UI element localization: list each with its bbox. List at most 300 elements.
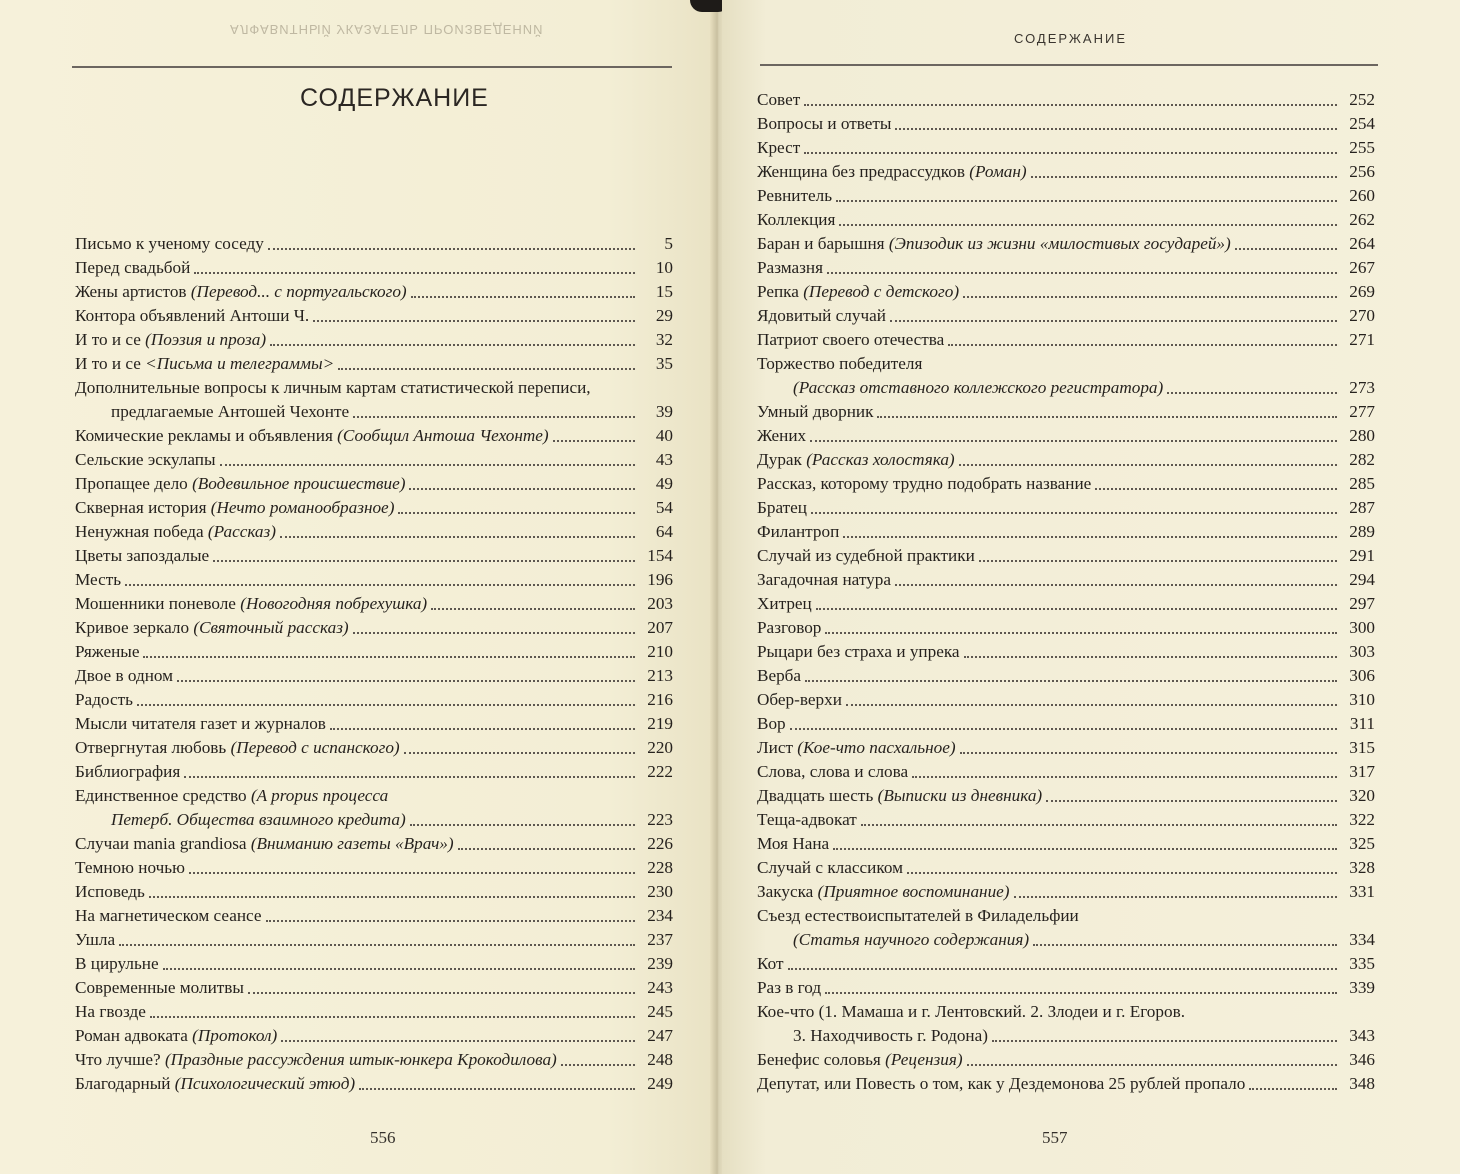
toc-entry-title [757, 352, 922, 376]
toc-entry-title [75, 280, 407, 304]
toc-dot-leader [281, 1039, 635, 1042]
toc-entry [757, 904, 1375, 928]
toc-dot-leader [926, 369, 1337, 370]
toc-entry [75, 760, 673, 784]
toc-entry-title [75, 232, 264, 256]
toc-entry-title [75, 1024, 277, 1048]
toc-entry [757, 184, 1375, 208]
toc-entry-page: 220 [647, 738, 673, 757]
toc-entry [75, 928, 673, 952]
toc-entry-title-text: Теща-адвокат [757, 810, 857, 829]
toc-entry-title [793, 928, 1029, 952]
toc-entry [75, 304, 673, 328]
toc-entry [75, 880, 673, 904]
toc-entry-page: 294 [1349, 570, 1375, 589]
toc-dot-leader [150, 1015, 635, 1018]
toc-entry-title [757, 472, 1091, 496]
toc-entry-page: 273 [1349, 378, 1375, 397]
toc-entry-title-text: Братец [757, 498, 807, 517]
toc-entry-subtitle: <Письма и телеграммы> [145, 354, 335, 373]
toc-entry [757, 712, 1375, 736]
toc-entry-title [757, 616, 821, 640]
toc-entry-page: 348 [1349, 1074, 1375, 1093]
toc-entry-title [75, 520, 276, 544]
right-page [722, 0, 1460, 1174]
toc-dot-leader [846, 703, 1337, 706]
toc-entry [757, 1000, 1375, 1024]
toc-entry-title [757, 544, 975, 568]
toc-entry-title-text: Рассказ, которому трудно подобрать название [757, 474, 1092, 493]
toc-entry-subtitle: (Перевод с испанского) [230, 738, 400, 757]
left-page-number: 556 [370, 1128, 396, 1147]
toc-entry-title [75, 424, 549, 448]
left-header-rule [72, 66, 672, 68]
right-page-number: 557 [1042, 1128, 1068, 1147]
toc-dot-leader [1249, 1087, 1337, 1090]
toc-entry-page: 255 [1349, 138, 1375, 157]
toc-dot-leader [1167, 391, 1337, 394]
toc-dot-leader [790, 727, 1337, 730]
toc-entry-page: 10 [655, 258, 673, 277]
toc-entry-page: 306 [1349, 666, 1375, 685]
toc-entry [757, 424, 1375, 448]
toc-entry [757, 640, 1375, 664]
toc-dot-leader [1235, 247, 1337, 250]
toc-entry-title [757, 424, 806, 448]
toc-dot-leader [810, 439, 1337, 442]
toc-entry [75, 376, 673, 400]
toc-entry [75, 1000, 673, 1024]
toc-entry [757, 88, 1375, 112]
toc-entry [757, 568, 1375, 592]
toc-entry-title [75, 784, 388, 808]
toc-entry-title-text: Ряженые [75, 642, 140, 661]
toc-entry-title-text: Раз в год [757, 978, 822, 997]
toc-entry-title [757, 1048, 963, 1072]
toc-entry [75, 544, 673, 568]
right-header-rule [760, 64, 1378, 66]
toc-dot-leader [220, 463, 636, 466]
toc-entry-page: 43 [655, 450, 673, 469]
toc-entry-title [757, 952, 784, 976]
toc-entry-page: 280 [1349, 426, 1375, 445]
right-running-head: СОДЕРЖАНИЕ [1014, 31, 1128, 46]
toc-entry-subtitle: (Психологический этюд) [174, 1074, 356, 1093]
toc-entry [75, 400, 673, 424]
toc-entry [75, 784, 673, 808]
toc-entry-title-text: Что лучше? [75, 1050, 165, 1069]
toc-entry-title-text: И то и се [75, 330, 146, 349]
toc-entry-title-text: Бенефис соловья [757, 1050, 886, 1069]
toc-entry-title [757, 904, 1079, 928]
toc-entry [757, 472, 1375, 496]
toc-entry-title [75, 976, 244, 1000]
toc-entry-title-text: Роман адвоката [75, 1026, 193, 1045]
toc-entry-title-text: предлагаемые Антошей Чехонте [111, 402, 350, 421]
toc-entry-title-text: Скверная история [75, 498, 211, 517]
toc-entry-page: 228 [647, 858, 673, 877]
toc-dot-leader [877, 415, 1337, 418]
toc-entry-title [757, 808, 857, 832]
toc-entry-title [757, 256, 823, 280]
toc-dot-leader [907, 871, 1337, 874]
toc-entry [757, 544, 1375, 568]
toc-entry [757, 352, 1375, 376]
toc-entry [75, 1048, 673, 1072]
toc-entry-title [75, 616, 349, 640]
toc-entry-title [757, 640, 960, 664]
toc-entry [757, 592, 1375, 616]
toc-entry-title [757, 712, 786, 736]
toc-entry-page: 222 [647, 762, 673, 781]
toc-entry-subtitle: (A propus процесса [250, 786, 389, 805]
toc-dot-leader [404, 751, 635, 754]
toc-dot-leader [338, 367, 635, 370]
toc-entry-page: 248 [647, 1050, 673, 1069]
toc-entry-page: 40 [655, 426, 673, 445]
toc-entry-page: 29 [655, 306, 673, 325]
toc-entry-subtitle: (Протокол) [192, 1026, 278, 1045]
toc-entry-page: 343 [1349, 1026, 1375, 1045]
toc-entry [75, 592, 673, 616]
toc-dot-leader [861, 823, 1337, 826]
toc-entry [75, 472, 673, 496]
toc-dot-leader [184, 775, 635, 778]
toc-entry-page: 346 [1349, 1050, 1375, 1069]
toc-entry-title-text: Кривое зеркало [75, 618, 194, 637]
toc-entry-page: 287 [1349, 498, 1375, 517]
toc-entry [75, 256, 673, 280]
toc-dot-leader [1033, 943, 1337, 946]
toc-dot-leader [411, 295, 635, 298]
toc-entry-title [757, 400, 873, 424]
toc-entry [75, 736, 673, 760]
toc-entry [75, 568, 673, 592]
toc-entry-page: 203 [647, 594, 673, 613]
toc-dot-leader [125, 583, 635, 586]
toc-entry-title [75, 952, 159, 976]
toc-entry-subtitle: (Нечто романообразное) [210, 498, 395, 517]
toc-entry-title-text: Мысли читателя газет и журналов [75, 714, 326, 733]
toc-dot-leader [811, 511, 1337, 514]
toc-entry-title [75, 544, 209, 568]
toc-entry-page: 239 [647, 954, 673, 973]
toc-entry [75, 352, 673, 376]
toc-entry-title-text: Закуска [757, 882, 818, 901]
toc-dot-leader [458, 847, 635, 850]
toc-entry-subtitle: (Водевильное происшествие) [192, 474, 406, 493]
toc-dot-leader [1014, 895, 1337, 898]
toc-entry-title-text: Лист [757, 738, 798, 757]
toc-entry [75, 1024, 673, 1048]
toc-dot-leader [992, 1039, 1337, 1042]
toc-entry-title-text: Комические рекламы и объявления [75, 426, 338, 445]
toc-entry-title [757, 328, 944, 352]
toc-entry-page: 226 [647, 834, 673, 853]
toc-entry [757, 160, 1375, 184]
toc-entry-title-text: Письмо к ученому соседу [75, 234, 264, 253]
toc-entry [757, 400, 1375, 424]
toc-entry-title [757, 976, 821, 1000]
toc-entry-title-text: Жены артистов [75, 282, 191, 301]
toc-entry [757, 256, 1375, 280]
toc-entry [757, 496, 1375, 520]
toc-entry-title [757, 208, 835, 232]
toc-entry-page: 39 [655, 402, 673, 421]
toc-entry-title [757, 880, 1010, 904]
toc-entry [757, 232, 1375, 256]
toc-dot-leader [163, 967, 635, 970]
toc-entry-subtitle: (Эпизодик из жизни «милостивых государей») [888, 234, 1231, 253]
toc-entry [75, 520, 673, 544]
toc-dot-leader [313, 319, 635, 322]
toc-dot-leader [804, 151, 1337, 154]
toc-entry [75, 1072, 673, 1096]
toc-entry-page: 303 [1349, 642, 1375, 661]
toc-entry [757, 520, 1375, 544]
toc-entry-title-text: Умный дворник [757, 402, 874, 421]
toc-entry-page: 260 [1349, 186, 1375, 205]
toc-entry [75, 952, 673, 976]
toc-entry [75, 976, 673, 1000]
toc-entry-page: 32 [655, 330, 673, 349]
toc-dot-leader [833, 847, 1337, 850]
toc-entry-title-text: Перед свадьбой [75, 258, 191, 277]
toc-entry-title [75, 664, 173, 688]
toc-dot-leader [788, 967, 1338, 970]
toc-entry-page: 282 [1349, 450, 1375, 469]
toc-entry [757, 928, 1375, 952]
toc-entry-title-text: Ядовитый случай [757, 306, 886, 325]
toc-entry [757, 448, 1375, 472]
toc-entry-page: 207 [647, 618, 673, 637]
toc-entry-page: 269 [1349, 282, 1375, 301]
toc-entry-title-text: Жених [757, 426, 807, 445]
toc-entry [75, 640, 673, 664]
toc-entry-page: 267 [1349, 258, 1375, 277]
toc-dot-leader [804, 103, 1337, 106]
toc-entry-page: 325 [1349, 834, 1375, 853]
toc-entry-page: 249 [647, 1074, 673, 1093]
toc-entry-page: 237 [647, 930, 673, 949]
toc-dot-leader [1046, 799, 1337, 802]
toc-dot-leader [392, 801, 635, 802]
toc-entry-title-text: Случай из судебной практики [757, 546, 975, 565]
toc-entry-title [757, 568, 891, 592]
toc-entry [75, 712, 673, 736]
toc-entry-title-text: Депутат, или Повесть о том, как у Дездемонова 25 рублей пропало [757, 1074, 1246, 1093]
page-title: СОДЕРЖАНИЕ [300, 84, 489, 112]
toc-entry-title-text: Контора объявлений Антоши Ч. [75, 306, 310, 325]
toc-entry-page: 317 [1349, 762, 1375, 781]
toc-entry-title [757, 664, 801, 688]
toc-entry-page: 35 [655, 354, 673, 373]
toc-entry-page: 277 [1349, 402, 1375, 421]
toc-dot-leader [836, 199, 1337, 202]
toc-entry [75, 664, 673, 688]
toc-entry-title [75, 712, 326, 736]
toc-entry-page: 243 [647, 978, 673, 997]
toc-entry-title [757, 736, 956, 760]
toc-entry-title-text: Отвергнутая любовь [75, 738, 231, 757]
toc-entry [757, 208, 1375, 232]
toc-entry-title-text: Двое в одном [75, 666, 174, 685]
toc-entry-title [111, 808, 406, 832]
toc-entry-title [75, 880, 145, 904]
toc-entry [75, 616, 673, 640]
toc-entry-title [75, 376, 591, 400]
toc-entry [757, 136, 1375, 160]
toc-dot-leader [353, 415, 635, 418]
toc-dot-leader [248, 991, 635, 994]
toc-dot-leader [353, 631, 635, 634]
toc-entry [757, 1048, 1375, 1072]
toc-entry-subtitle: (Святочный рассказ) [193, 618, 349, 637]
toc-dot-leader [967, 1063, 1337, 1066]
toc-entry-title-text: Исповедь [75, 882, 145, 901]
toc-entry-title [75, 448, 216, 472]
toc-dot-leader [979, 559, 1337, 562]
toc-entry-title-text: Ушла [75, 930, 116, 949]
toc-entry-title [793, 376, 1163, 400]
toc-dot-leader [1189, 1017, 1337, 1018]
toc-entry-title [757, 496, 807, 520]
toc-entry-title [757, 112, 891, 136]
toc-entry [757, 808, 1375, 832]
toc-entry-title [757, 856, 903, 880]
toc-right-list [757, 88, 1375, 1096]
toc-entry-page: 331 [1349, 882, 1375, 901]
toc-entry-page: 54 [655, 498, 673, 517]
toc-entry-page: 254 [1349, 114, 1375, 133]
toc-entry-subtitle: (Рассказ отставного коллежского регистратора) [793, 378, 1164, 397]
toc-entry-title-text: Цветы запоздалые [75, 546, 210, 565]
toc-dot-leader [398, 511, 635, 514]
toc-entry-subtitle: (Рассказ холостяка) [806, 450, 955, 469]
toc-entry-subtitle: (Приятное воспоминание) [817, 882, 1010, 901]
toc-entry [75, 904, 673, 928]
toc-entry-title-text: Рыцари без страха и упрека [757, 642, 960, 661]
toc-entry-page: 334 [1349, 930, 1375, 949]
toc-entry-title-text: Хитрец [757, 594, 812, 613]
toc-dot-leader [561, 1063, 635, 1066]
toc-dot-leader [143, 655, 635, 658]
toc-entry-subtitle: (Перевод... с португальского) [190, 282, 407, 301]
toc-entry [75, 856, 673, 880]
toc-entry [757, 664, 1375, 688]
toc-entry-subtitle: (Выписки из дневника) [877, 786, 1043, 805]
toc-entry [75, 424, 673, 448]
toc-entry-title-text: Моя Нана [757, 834, 830, 853]
toc-entry-page: 245 [647, 1002, 673, 1021]
toc-entry-subtitle: (Статья научного содержания) [793, 930, 1030, 949]
toc-entry-title [75, 688, 133, 712]
toc-entry-title [757, 520, 839, 544]
toc-entry-title [757, 832, 829, 856]
toc-entry [757, 832, 1375, 856]
toc-entry-page: 339 [1349, 978, 1375, 997]
toc-entry-title [757, 304, 886, 328]
toc-dot-leader [963, 295, 1337, 298]
toc-entry-subtitle: (Рецензия) [885, 1050, 963, 1069]
toc-dot-leader [137, 703, 635, 706]
toc-entry-title-text: Патриот своего отечества [757, 330, 945, 349]
toc-dot-leader [825, 631, 1337, 634]
toc-entry-page: 213 [647, 666, 673, 685]
toc-entry-page: 234 [647, 906, 673, 925]
toc-entry-title-text: Дополнительные вопросы к личным картам статистической переписи, [75, 378, 591, 397]
toc-entry-title [75, 1072, 355, 1096]
toc-entry-title-text: Благодарный [75, 1074, 175, 1093]
toc-entry [75, 832, 673, 856]
toc-entry [757, 952, 1375, 976]
toc-entry-title [793, 1024, 988, 1048]
toc-entry-page: 285 [1349, 474, 1375, 493]
toc-entry-title-text: Филантроп [757, 522, 840, 541]
toc-entry-title [75, 304, 309, 328]
toc-entry-title [757, 784, 1042, 808]
toc-entry [757, 688, 1375, 712]
toc-entry-title-text: Крест [757, 138, 801, 157]
toc-entry-title-text: Ревнитель [757, 186, 833, 205]
toc-dot-leader [359, 1087, 635, 1090]
toc-entry [757, 760, 1375, 784]
toc-dot-leader [268, 247, 635, 250]
toc-entry-title-text: На магнетическом сеансе [75, 906, 262, 925]
toc-entry [757, 880, 1375, 904]
toc-left-list [75, 232, 673, 1096]
toc-entry-title [757, 448, 955, 472]
toc-entry-title [757, 1072, 1245, 1096]
toc-entry-page: 270 [1349, 306, 1375, 325]
toc-entry-page: 64 [655, 522, 673, 541]
left-page [0, 0, 716, 1174]
toc-dot-leader [959, 463, 1337, 466]
toc-entry-title [75, 472, 405, 496]
toc-entry-title-text: Темною ночью [75, 858, 185, 877]
toc-entry-title-text: Женщина без предрассудков [757, 162, 970, 181]
toc-entry-title [75, 496, 394, 520]
toc-entry-page: 264 [1349, 234, 1375, 253]
toc-entry-title-text: Пропащее дело [75, 474, 193, 493]
toc-entry-title [757, 232, 1231, 256]
toc-entry-title-text: Дурак [757, 450, 807, 469]
toc-entry-title-text: Коллекция [757, 210, 836, 229]
toc-entry [757, 856, 1375, 880]
toc-entry-page: 320 [1349, 786, 1375, 805]
toc-entry-title-text: Мошенники поневоле [75, 594, 241, 613]
toc-entry-title-text: Вор [757, 714, 786, 733]
toc-entry-page: 256 [1349, 162, 1375, 181]
toc-entry [757, 328, 1375, 352]
toc-entry-title [757, 688, 842, 712]
toc-entry-title-text: 3. Находчивость г. Родона) [793, 1026, 988, 1045]
toc-entry-title-text: Загадочная натура [757, 570, 891, 589]
toc-dot-leader [827, 271, 1337, 274]
toc-dot-leader [843, 535, 1337, 538]
toc-entry-title [757, 592, 812, 616]
toc-entry-title-text: Кое-что (1. Мамаша и г. Лентовский. 2. Злодеи и г. Егоров. [757, 1002, 1186, 1021]
toc-dot-leader [410, 823, 635, 826]
toc-entry [75, 688, 673, 712]
toc-entry [757, 376, 1375, 400]
toc-entry-page: 230 [647, 882, 673, 901]
toc-entry-page: 297 [1349, 594, 1375, 613]
toc-entry-page: 271 [1349, 330, 1375, 349]
toc-entry [757, 280, 1375, 304]
toc-entry-page: 335 [1349, 954, 1375, 973]
toc-entry-title [111, 400, 349, 424]
